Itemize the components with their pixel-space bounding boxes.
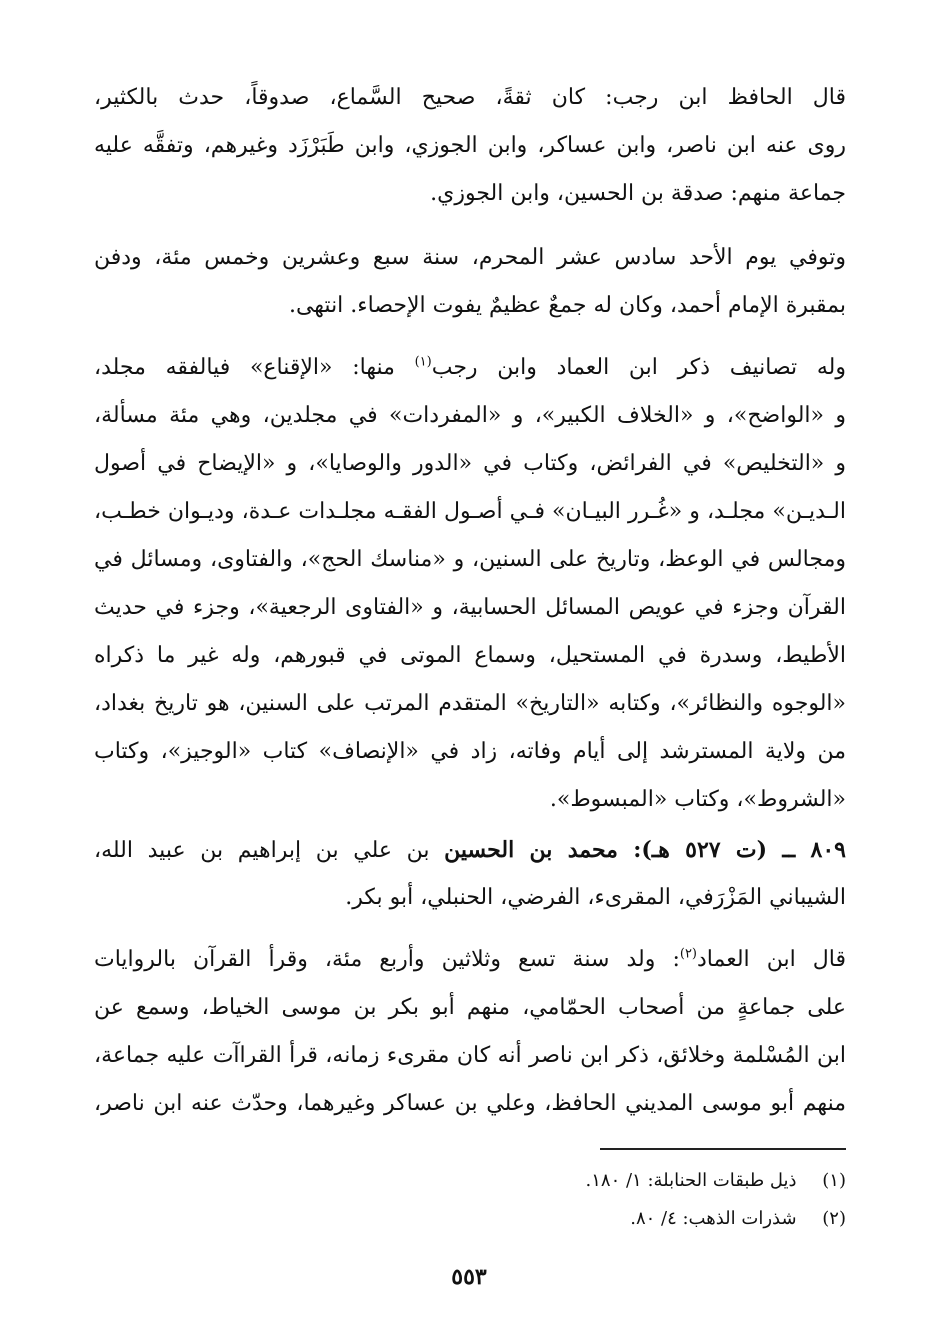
paragraph-3 — [94, 344, 846, 824]
paragraph-5 — [94, 936, 846, 1128]
footnote-text: شذرات الذهب: ٤/ ٨٠. — [630, 1208, 797, 1229]
text-line: ابن المُسْلمة وخلائق، ذكر ابن ناصر أنه كان مقرىء زمانه، قرأ القراآت عليه جماعة، — [94, 1043, 846, 1068]
text-line: الـديـن» مجلـد، و «غُـرر البيـان» فـي أصـول الفقـه مجلـدات عـدة، وديـوان خطـب، — [94, 499, 846, 524]
text-segment: منها: «الإقناع» فيالفقه مجلد، — [94, 355, 415, 380]
paragraph-1 — [94, 74, 846, 218]
footnote-marker-2[interactable]: (٢) — [679, 946, 697, 962]
paragraph-2 — [94, 234, 846, 330]
text-line: روى عنه ابن ناصر، وابن عساكر، وابن الجوزي، وابن طَبَرْزَد وغيرهم، وتفقَّه عليه — [94, 133, 846, 158]
footnotes — [300, 1162, 846, 1238]
page-number: ٥٥٣ — [451, 1264, 487, 1290]
text-line — [94, 826, 846, 874]
text-line: و «التخليص» في الفرائض، وكتاب في «الدور والوصايا»، و «الإيضاح في أصول — [94, 451, 846, 476]
text-segment: قال ابن العماد — [697, 947, 846, 972]
text-line: الأطيط، وسدرة في المستحيل، وسماع الموتى في قبورهم، وله غير ما ذكراه — [94, 643, 846, 668]
text-line: «الوجوه والنظائر»، وكتابه «التاريخ» المتقدم المرتب على السنين، هو تاريخ بغداد، — [94, 691, 846, 716]
text-line: بمقبرة الإمام أحمد، وكان له جمعٌ عظيمٌ يفوت الإحصاء. انتهى. — [288, 293, 846, 318]
footnote-number: (٢) — [822, 1208, 846, 1229]
footnote-1 — [300, 1162, 846, 1200]
text-segment: وله تصانيف ذكر ابن العماد وابن رجب — [431, 355, 846, 380]
footnote-marker-1[interactable]: (١) — [414, 354, 432, 370]
text-line: قال الحافظ ابن رجب: كان ثقةً، صحيح السَّماع، صدوقاً، حدث بالكثير، — [94, 85, 846, 110]
text-segment: بن علي بن إبراهيم بن عبيد الله، — [94, 838, 445, 863]
text-line: و «الواضح»، و «الخلاف الكبير»، و «المفردات» في مجلدين، وهي مئة مسألة، — [94, 403, 846, 428]
footnote-2 — [300, 1200, 846, 1238]
text-line: وتوفي يوم الأحد سادس عشر المحرم، سنة سبع وعشرين وخمس مئة، ودفن — [94, 245, 846, 270]
text-line: القرآن وجزء في عويص المسائل الحسابية، و «الفتاوى الرجعية»، وجزء في حديث — [94, 595, 846, 620]
text-segment: : ولد سنة تسع وثلاثين وأربع مئة، وقرأ القرآن بالروايات — [94, 947, 680, 972]
entry-heading: ٨٠٩ ــ (ت ٥٢٧ هـ): محمد بن الحسين — [444, 837, 846, 863]
text-line: «الشروط»، وكتاب «المبسوط». — [549, 787, 846, 812]
footnote-text: ذيل طبقات الحنابلة: ١/ ١٨٠. — [585, 1170, 797, 1191]
text-line: جماعة منهم: صدقة بن الحسين، وابن الجوزي. — [430, 181, 846, 206]
text-line: من ولاية المسترشد إلى أيام وفاته، زاد في «الإنصاف» كتاب «الوجيز»، وكتاب — [94, 739, 846, 764]
footnote-number: (١) — [822, 1170, 846, 1191]
text-line: ومجالس في الوعظ، وتاريخ على السنين، و «مناسك الحج»، والفتاوى، ومسائل في — [94, 547, 846, 572]
footnote-separator — [600, 1148, 846, 1150]
text-line: الشيباني المَزْرَفي، المقرىء، الفرضي، الحنبلي، أبو بكر. — [345, 885, 846, 910]
entry-809 — [94, 826, 846, 922]
text-line: منهم أبو موسى المديني الحافظ، وعلي بن عساكر وغيرهما، وحدّث عنه ابن ناصر، — [94, 1091, 846, 1116]
text-line — [94, 936, 846, 984]
text-line: على جماعةٍ من أصحاب الحمّامي، منهم أبو بكر بن موسى الخياط، وسمع عن — [94, 995, 846, 1020]
text-line — [94, 344, 846, 392]
